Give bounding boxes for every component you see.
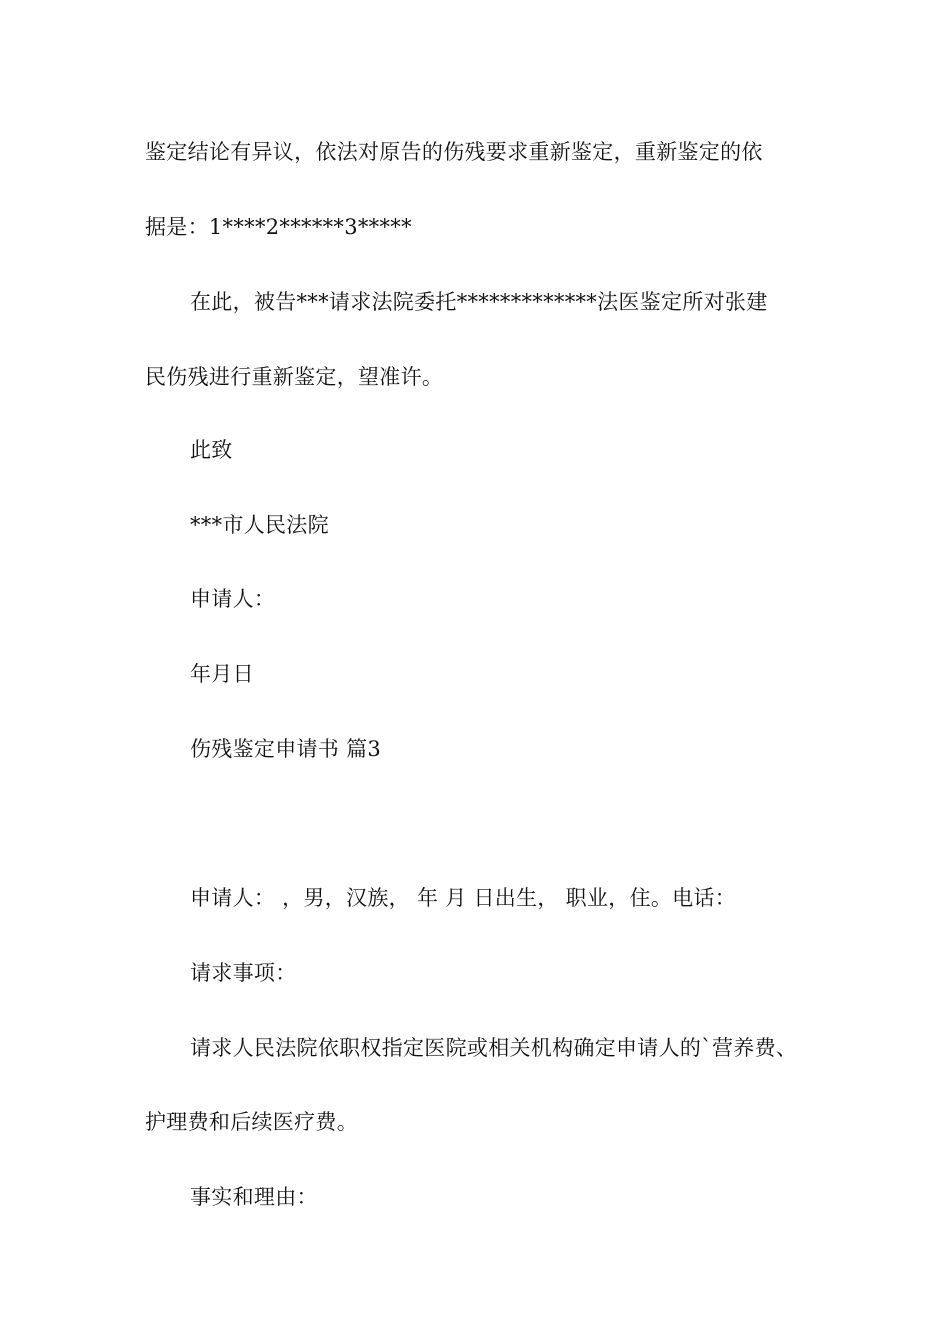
request-heading: 请求事项： [190, 961, 297, 985]
paragraph-line: 在此，被告***请求法院委托*************法医鉴定所对张建 [190, 290, 768, 314]
facts-heading: 事实和理由： [190, 1185, 318, 1209]
salutation: 此致 [190, 438, 233, 462]
section-heading: 伤残鉴定申请书 篇3 [190, 737, 382, 761]
paragraph-line: 请求人民法院依职权指定医院或相关机构确定申请人的`营养费、 [190, 1036, 798, 1060]
paragraph-line: 护理费和后续医疗费。 [145, 1110, 358, 1134]
date-line: 年月日 [190, 662, 254, 686]
paragraph-line: 民伤残进行重新鉴定，望准许。 [145, 365, 444, 389]
court-name: ***市人民法院 [190, 513, 329, 537]
paragraph-line: 据是：1****2******3***** [145, 215, 412, 239]
paragraph-line: 鉴定结论有异议，依法对原告的伤残要求重新鉴定，重新鉴定的依 [145, 140, 763, 164]
applicant-info: 申请人： ，男，汉族， 年 月 日出生， 职业，住。电话： [190, 886, 737, 910]
applicant-signature: 申请人： [190, 587, 276, 611]
